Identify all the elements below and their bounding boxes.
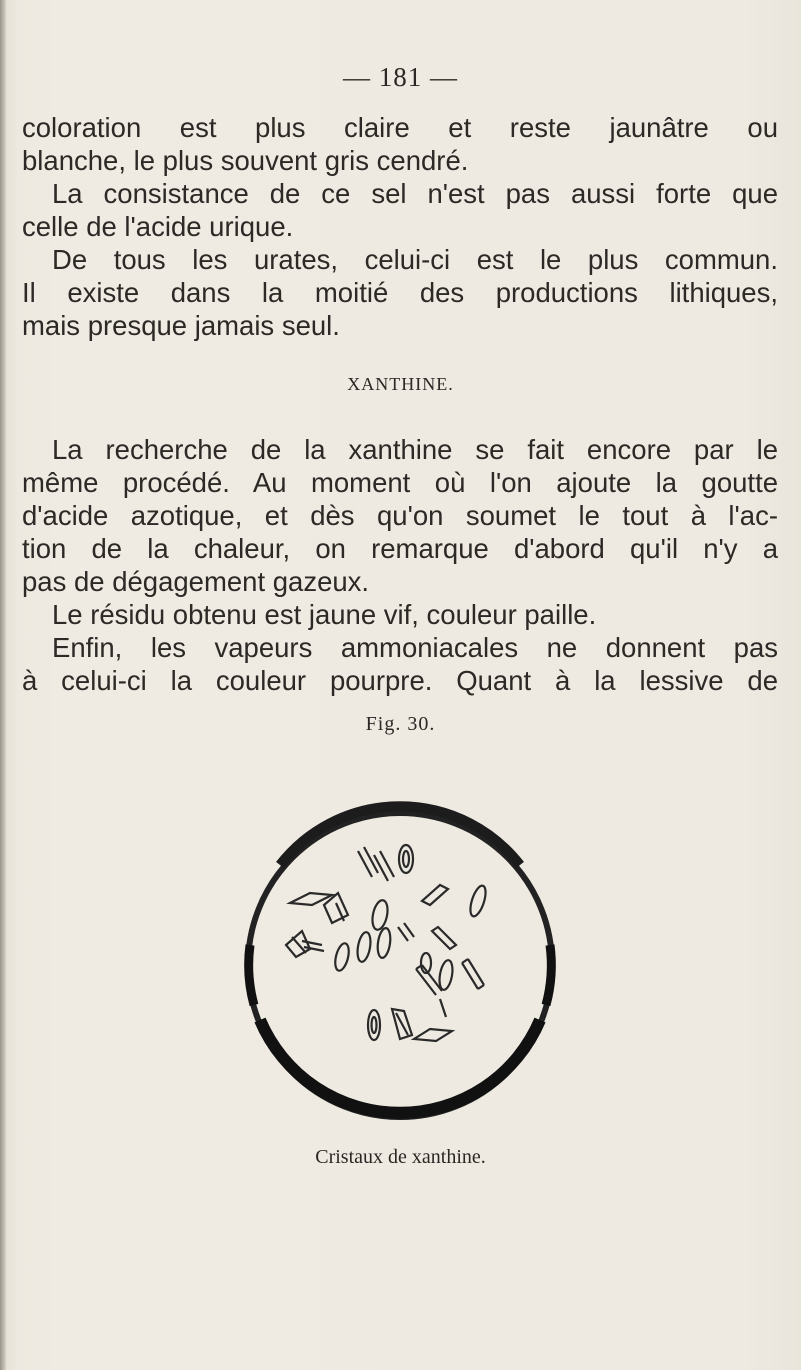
text-line: même procédé. Au moment où l'on ajoute la goutte: [22, 467, 778, 498]
figure-caption: Cristaux de xanthine.: [315, 1146, 486, 1168]
text-line: pas de dégagement gazeux.: [22, 566, 370, 597]
crystal-prism: [432, 927, 456, 949]
text-line: tion de la chaleur, on remarque d'abord qu'il n'y a: [22, 533, 778, 564]
paragraph-4: [22, 433, 778, 598]
section-heading: XANTHINE.: [347, 374, 454, 394]
crystal-oval: [467, 884, 488, 918]
crystal-oval: [333, 942, 351, 972]
figure-label: Fig. 30.: [365, 713, 436, 735]
crystal-oval: [355, 931, 372, 963]
crystal-oval: [376, 927, 392, 958]
text-line: à celui-ci la couleur pourpre. Quant à la lessive de: [22, 665, 778, 696]
crystal-oval: [437, 959, 454, 991]
crystal-lozenge: [414, 1029, 452, 1041]
paragraph-2: [22, 177, 778, 243]
paragraph-3: [22, 243, 778, 342]
crystal-prism: [374, 851, 394, 881]
crystal-lozenge: [422, 885, 448, 905]
text-line: d'acide azotique, et dès qu'on soumet le tout à l'ac-: [22, 500, 778, 531]
xanthine-crystals-figure: [240, 785, 560, 1135]
text-line: La consistance de ce sel n'est pas aussi forte que: [52, 178, 778, 209]
paragraph-6: [22, 631, 778, 697]
text-line: De tous les urates, celui-ci est le plus commun.: [52, 244, 778, 275]
text-line: Le résidu obtenu est jaune vif, couleur paille.: [52, 599, 597, 630]
text-line: celle de l'acide urique.: [22, 211, 294, 242]
crystal-prism: [358, 847, 378, 877]
circle-shadow-bottom: [260, 1020, 540, 1113]
crystal-oval: [399, 845, 413, 873]
text-line: Enfin, les vapeurs ammoniacales ne donnent pas: [52, 632, 778, 663]
paragraph-1: [22, 111, 778, 177]
crystal-prism: [398, 923, 414, 941]
text-line: mais presque jamais seul.: [22, 310, 340, 341]
crystal-oval: [368, 1010, 380, 1040]
text-line: blanche, le plus souvent gris cendré.: [22, 145, 469, 176]
crystal-oval: [370, 899, 390, 931]
paragraph-5: [22, 598, 778, 631]
text-line: coloration est plus claire et reste jaunâtre ou: [22, 112, 778, 143]
text-line: Il existe dans la moitié des productions lithiques,: [22, 277, 778, 308]
text-line: La recherche de la xanthine se fait encore par le: [52, 434, 778, 465]
page-number: — 181 —: [343, 62, 458, 92]
crystal-prism: [462, 959, 484, 989]
crystal-shapes: [286, 845, 489, 1041]
